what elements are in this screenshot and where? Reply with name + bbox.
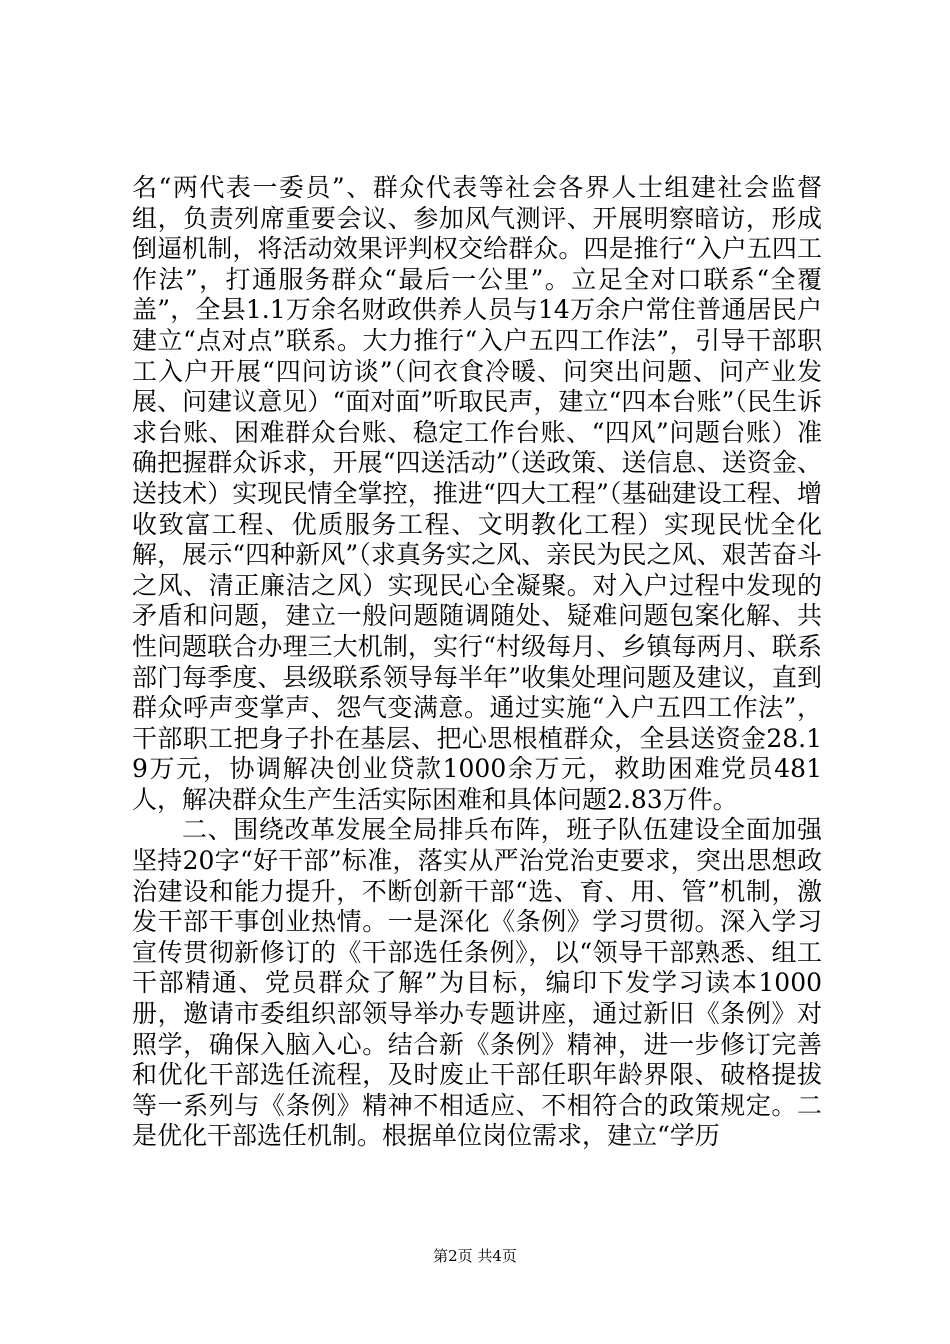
document-body xyxy=(132,173,822,1152)
page-footer: 第2页 共4页 xyxy=(433,1247,517,1265)
paragraph-1: 名“两代表一委员”、群众代表等社会各界人士组建社会监督组，负责列席重要会议、参加风气测评、开展明察暗访，形成倒逼机制，将活动效果评判权交给群众。四是推行“入户五四工作法”，打通服务群众“最后一公里”。立足全对口联系“全覆盖”，全县1.1万余名财政供养人员与14万余户常住普通居民户建立“点对点”联系。大力推行“入户五四工作法”，引导干部职工入户开展“四问访谈”（问衣食冷暖、问突出问题、问产业发展、问建议意见）“面对面”听取民声，建立“四本台账”（民生诉求台账、困难群众台账、稳定工作台账、“四风”问题台账）准确把握群众诉求，开展“四送活动”（送政策、送信息、送资金、送技术）实现民情全掌控，推进“四大工程”（基础建设工程、增收致富工程、优质服务工程、文明教化工程）实现民忧全化解，展示“四种新风”（求真务实之风、亲民为民之风、艰苦奋斗之风、清正廉洁之风）实现民心全凝聚。对入户过程中发现的矛盾和问题，建立一般问题随调随处、疑难问题包案化解、共性问题联合办理三大机制，实行“村级每月、乡镇每两月、联系部门每季度、县级联系领导每半年”收集处理问题及建议，直到群众呼声变掌声、怨气变满意。通过实施“入户五四工作法”，干部职工把身子扑在基层、把心思根植群众，全县送资金28.19万元，协调解决创业贷款1000余万元，救助困难党员481人，解决群众生产生活实际困难和具体问题2.83万件。 xyxy=(132,173,822,814)
paragraph-2: 二、围绕改革发展全局排兵布阵，班子队伍建设全面加强坚持20字“好干部”标准，落实从严治党治吏要求，突出思想政治建设和能力提升，不断创新干部“选、育、用、管”机制，激发干部干事创业热情。一是深化《条例》学习贯彻。深入学习宣传贯彻新修订的《干部选任条例》，以“领导干部熟悉、组工干部精通、党员群众了解”为目标，编印下发学习读本1000册，邀请市委组织部领导举办专题讲座，通过新旧《条例》对照学，确保入脑入心。结合新《条例》精神，进一步修订完善和优化干部选任流程，及时废止干部任职年龄界限、破格提拔等一系列与《条例》精神不相适应、不相符合的政策规定。二是优化干部选任机制。根据单位岗位需求，建立“学历 xyxy=(132,815,822,1151)
